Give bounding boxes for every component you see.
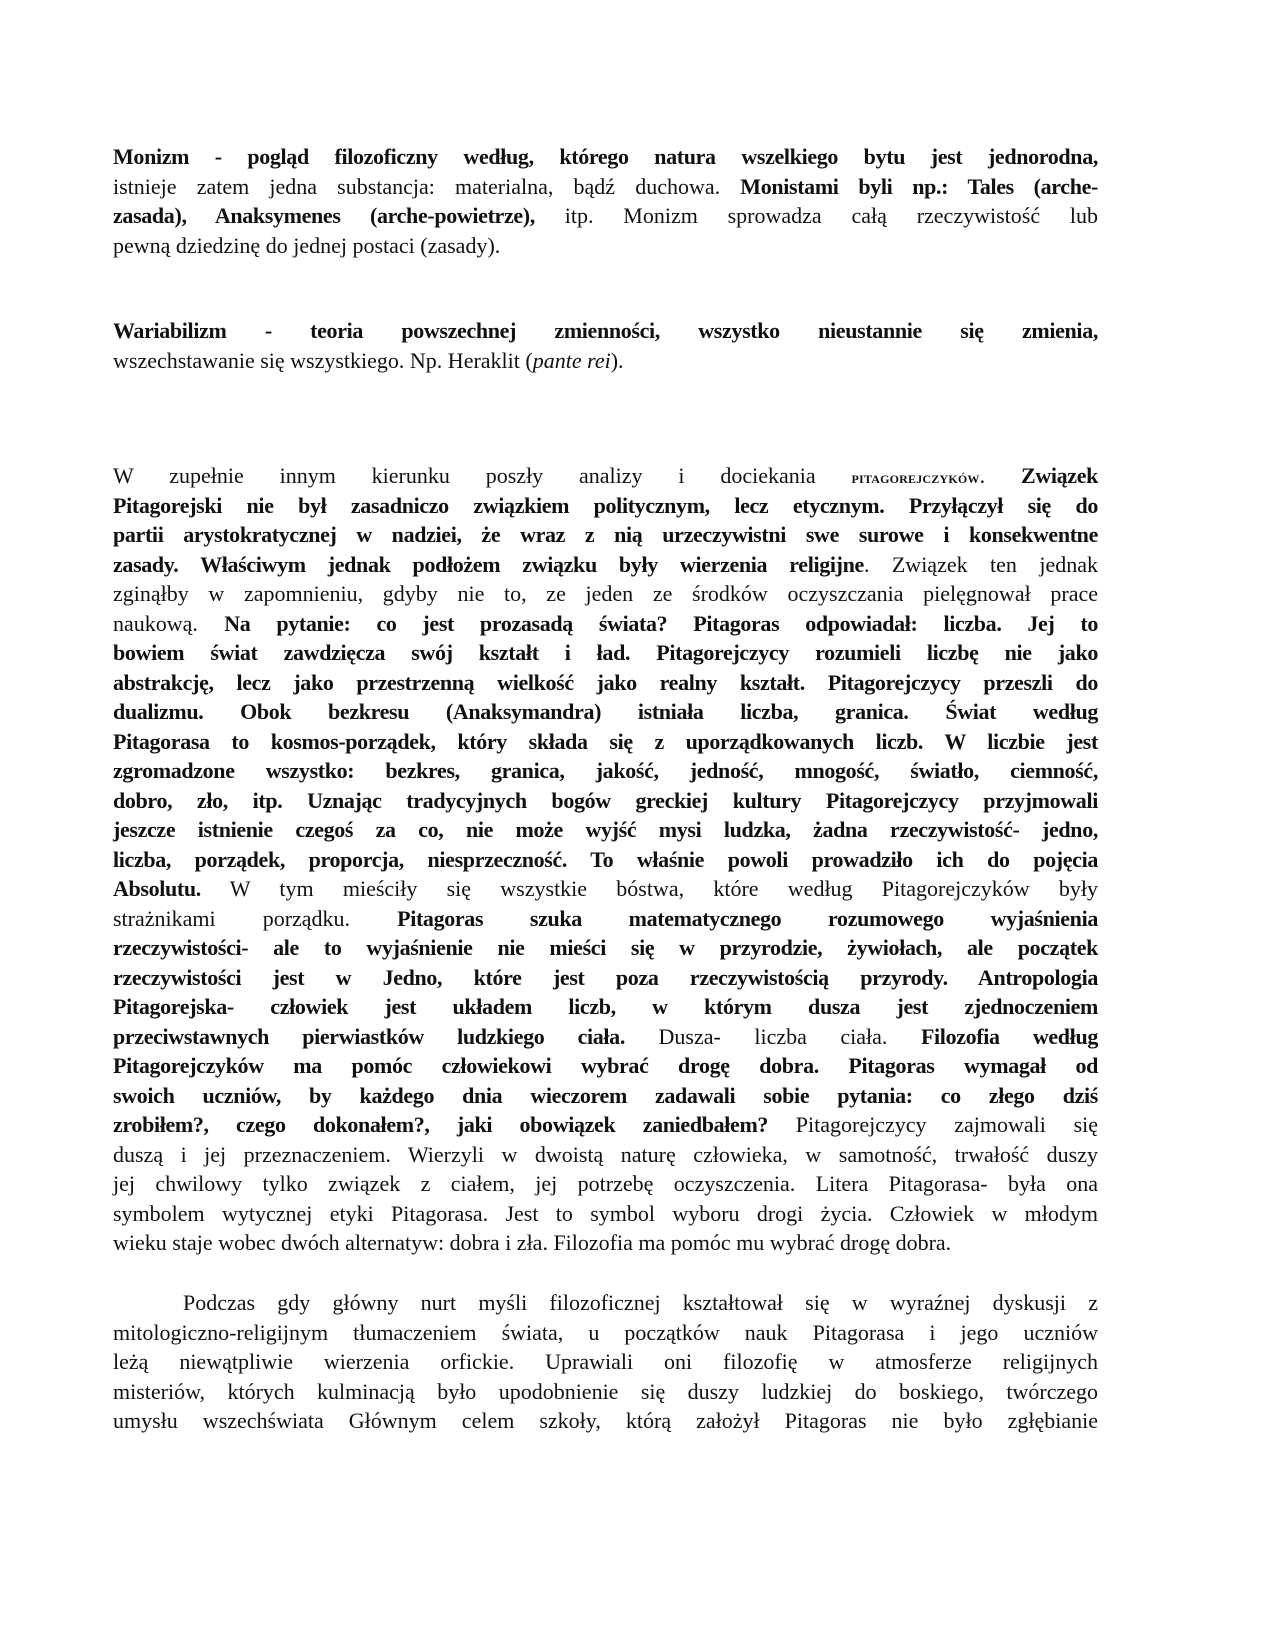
body-text: naukową.: [113, 610, 225, 636]
bold-text: partii arystokratycznej w nadziei, że wraz z nią urzeczywistni swe surowe i konsekwentne: [113, 522, 1098, 547]
text-line: [113, 1288, 1098, 1318]
bold-text: przeciwstawnych pierwiastków ludzkiego ciała.: [113, 1023, 625, 1049]
body-text: .: [979, 463, 1021, 488]
body-text: . Związek ten jednak: [863, 551, 1098, 577]
body-text: umysłu wszechświata Głównym celem szkoły, którą założył Pitagoras nie było zgłębianie: [113, 1408, 1098, 1433]
text-line: [113, 904, 1098, 934]
text-line: [113, 727, 1098, 757]
bold-text: Pitagoras szuka matematycznego rozumowego wyjaśnienia: [397, 905, 1098, 931]
bold-text: dualizmu. Obok bezkresu (Anaksymandra) istniała liczba, granica. Świat według: [113, 699, 1098, 724]
text-line: [113, 992, 1098, 1022]
body-text: mitologiczno-religijnym tłumaczeniem świata, u początków nauk Pitagorasa i jego uczniów: [113, 1319, 1098, 1345]
body-text: W zupełnie innym kierunku poszły analizy i dociekania: [113, 463, 852, 488]
body-text: leżą niewątpliwie wierzenia orfickie. Uprawiali oni filozofię w atmosferze religijnych: [113, 1349, 1098, 1374]
text-line: [113, 786, 1098, 816]
bold-text: Pitagorejski nie był zasadniczo związkiem politycznym, lecz etycznym. Przyłączył się do: [113, 492, 1098, 518]
bold-text: Pitagorejska- człowiek jest układem liczb, w którym dusza jest zjednoczeniem: [113, 994, 1098, 1019]
body-text: zginąłby w zapomnieniu, gdyby nie to, ze jeden ze środków oczyszczania pielęgnował prace: [113, 581, 1098, 606]
bold-text: liczba, porządek, proporcja, niesprzeczność. To właśnie powoli prowadziło ich do pojęcia: [113, 846, 1098, 872]
body-text: strażnikami porządku.: [113, 905, 398, 931]
body-text: Pitagorejczycy zajmowali się: [768, 1112, 1099, 1137]
small-caps-text: pitagorejczyków: [851, 468, 980, 487]
bold-text: Monistami byli np.: Tales (arche-: [740, 173, 1098, 199]
text-line: [113, 963, 1098, 993]
paragraph-orfizm: [113, 1288, 1098, 1436]
text-line: [113, 1110, 1098, 1140]
body-text: istnieje zatem jedna substancja: materialna, bądź duchowa.: [113, 173, 741, 199]
text-line: [113, 756, 1098, 786]
italic-text: pante rei: [532, 347, 611, 373]
text-line: [113, 201, 1098, 231]
text-line: [113, 550, 1098, 580]
bold-text: abstrakcję, lecz jako przestrzenną wielkość jako realny kształt. Pitagorejczycy przeszli do: [113, 669, 1098, 695]
bold-text: zasady. Właściwym jednak podłożem związku były wierzenia religijne: [113, 551, 864, 577]
bold-text: Monizm - pogląd filozoficzny według, którego natura wszelkiego bytu jest jednorodna,: [113, 144, 1098, 169]
bold-text: zgromadzone wszystko: bezkres, granica, jakość, jedność, mnogość, światło, ciemność,: [113, 758, 1098, 783]
body-text: pewną dziedzinę do jednej postaci (zasady).: [113, 232, 501, 258]
bold-text: rzeczywistości jest w Jedno, które jest poza rzeczywistością przyrody. Antropologia: [113, 964, 1098, 990]
bold-text: rzeczywistości- ale to wyjaśnienie nie mieści się w przyrodzie, żywiołach, ale początek: [113, 935, 1098, 960]
text-line: [113, 638, 1098, 668]
body-text: wieku staje wobec dwóch alternatyw: dobra i zła. Filozofia ma pomóc mu wybrać drogę dobra.: [113, 1230, 952, 1255]
bold-text: bowiem świat zawdzięcza swój kształt i ład. Pitagorejczycy rozumieli liczbę nie jako: [113, 640, 1098, 665]
text-line: [113, 1081, 1098, 1111]
bold-text: Absolutu.: [113, 876, 201, 901]
text-line: [113, 609, 1098, 639]
text-line: [113, 1347, 1098, 1377]
bold-text: Związek: [1021, 463, 1098, 488]
text-line: [113, 491, 1098, 521]
body-text: itp. Monizm sprowadza całą rzeczywistość lub: [534, 203, 1099, 228]
text-line: [113, 845, 1098, 875]
text-line: [113, 142, 1098, 172]
paragraph-wariabilizm: [113, 316, 1098, 375]
bold-text: swoich uczniów, by każdego dnia wieczorem zadawali sobie pytania: co złego dziś: [113, 1082, 1098, 1108]
bold-text: Wariabilizm - teoria powszechnej zmienności, wszystko nieustannie się zmienia,: [113, 318, 1098, 343]
text-line: [113, 815, 1098, 845]
paragraph-monizm: [113, 142, 1098, 260]
text-line: [113, 1022, 1098, 1052]
text-line: [113, 579, 1098, 609]
text-line: [113, 1318, 1098, 1348]
text-line: [113, 461, 1098, 491]
body-text: duszą i jej przeznaczeniem. Wierzyli w dwoistą naturę człowieka, w samotność, trwałość duszy: [113, 1141, 1098, 1167]
text-line: [113, 346, 1098, 376]
text-line: [113, 1377, 1098, 1407]
bold-text: Filozofia według: [920, 1023, 1098, 1049]
text-line: [113, 874, 1098, 904]
text-line: [113, 1140, 1098, 1170]
body-text: Dusza- liczba ciała.: [624, 1023, 921, 1049]
body-text: misteriów, których kulminacją było upodobnienie się duszy ludzkiej do boskiego, twórczego: [113, 1378, 1098, 1404]
text-line: [113, 933, 1098, 963]
bold-text: jeszcze istnienie czegoś za co, nie może wyjść mysi ludzka, żadna rzeczywistość- jedno,: [113, 817, 1098, 842]
body-text: W tym mieściły się wszystkie bóstwa, które według Pitagorejczyków były: [200, 876, 1098, 901]
text-line: [113, 172, 1098, 202]
body-text: jej chwilowy tylko związek z ciałem, jej potrzebę oczyszczenia. Litera Pitagorasa- była ona: [113, 1171, 1098, 1196]
body-text: ).: [610, 347, 624, 373]
bold-text: Pitagorejczyków ma pomóc człowiekowi wybrać drogę dobra. Pitagoras wymagał od: [113, 1053, 1098, 1078]
bold-text: Na pytanie: co jest prozasadą świata? Pitagoras odpowiadał: liczba. Jej to: [224, 610, 1098, 636]
body-text: Podczas gdy główny nurt myśli filozoficznej kształtował się w wyraźnej dyskusji z: [183, 1290, 1098, 1315]
text-line: [113, 520, 1098, 550]
text-line: [113, 1199, 1098, 1229]
text-line: [113, 1406, 1098, 1436]
bold-text: zrobiłem?, czego dokonałem?, jaki obowiązek zaniedbałem?: [113, 1112, 769, 1137]
text-line: [113, 1228, 1098, 1258]
text-line: [113, 668, 1098, 698]
text-line: [113, 316, 1098, 346]
body-text: symbolem wytycznej etyki Pitagorasa. Jest to symbol wyboru drogi życia. Człowiek w młodym: [113, 1200, 1098, 1226]
body-text: wszechstawanie się wszystkiego. Np. Heraklit (: [113, 347, 533, 373]
bold-text: dobro, zło, itp. Uznając tradycyjnych bogów greckiej kultury Pitagorejczycy przyjmowali: [113, 787, 1098, 813]
text-line: [113, 1169, 1098, 1199]
bold-text: Pitagorasa to kosmos-porządek, który składa się z uporządkowanych liczb. W liczbie jest: [113, 728, 1098, 754]
text-line: [113, 231, 1098, 261]
text-line: [113, 1051, 1098, 1081]
bold-text: zasada), Anaksymenes (arche-powietrze),: [113, 203, 535, 228]
text-line: [113, 697, 1098, 727]
paragraph-pitagorejczycy: [113, 461, 1098, 1258]
